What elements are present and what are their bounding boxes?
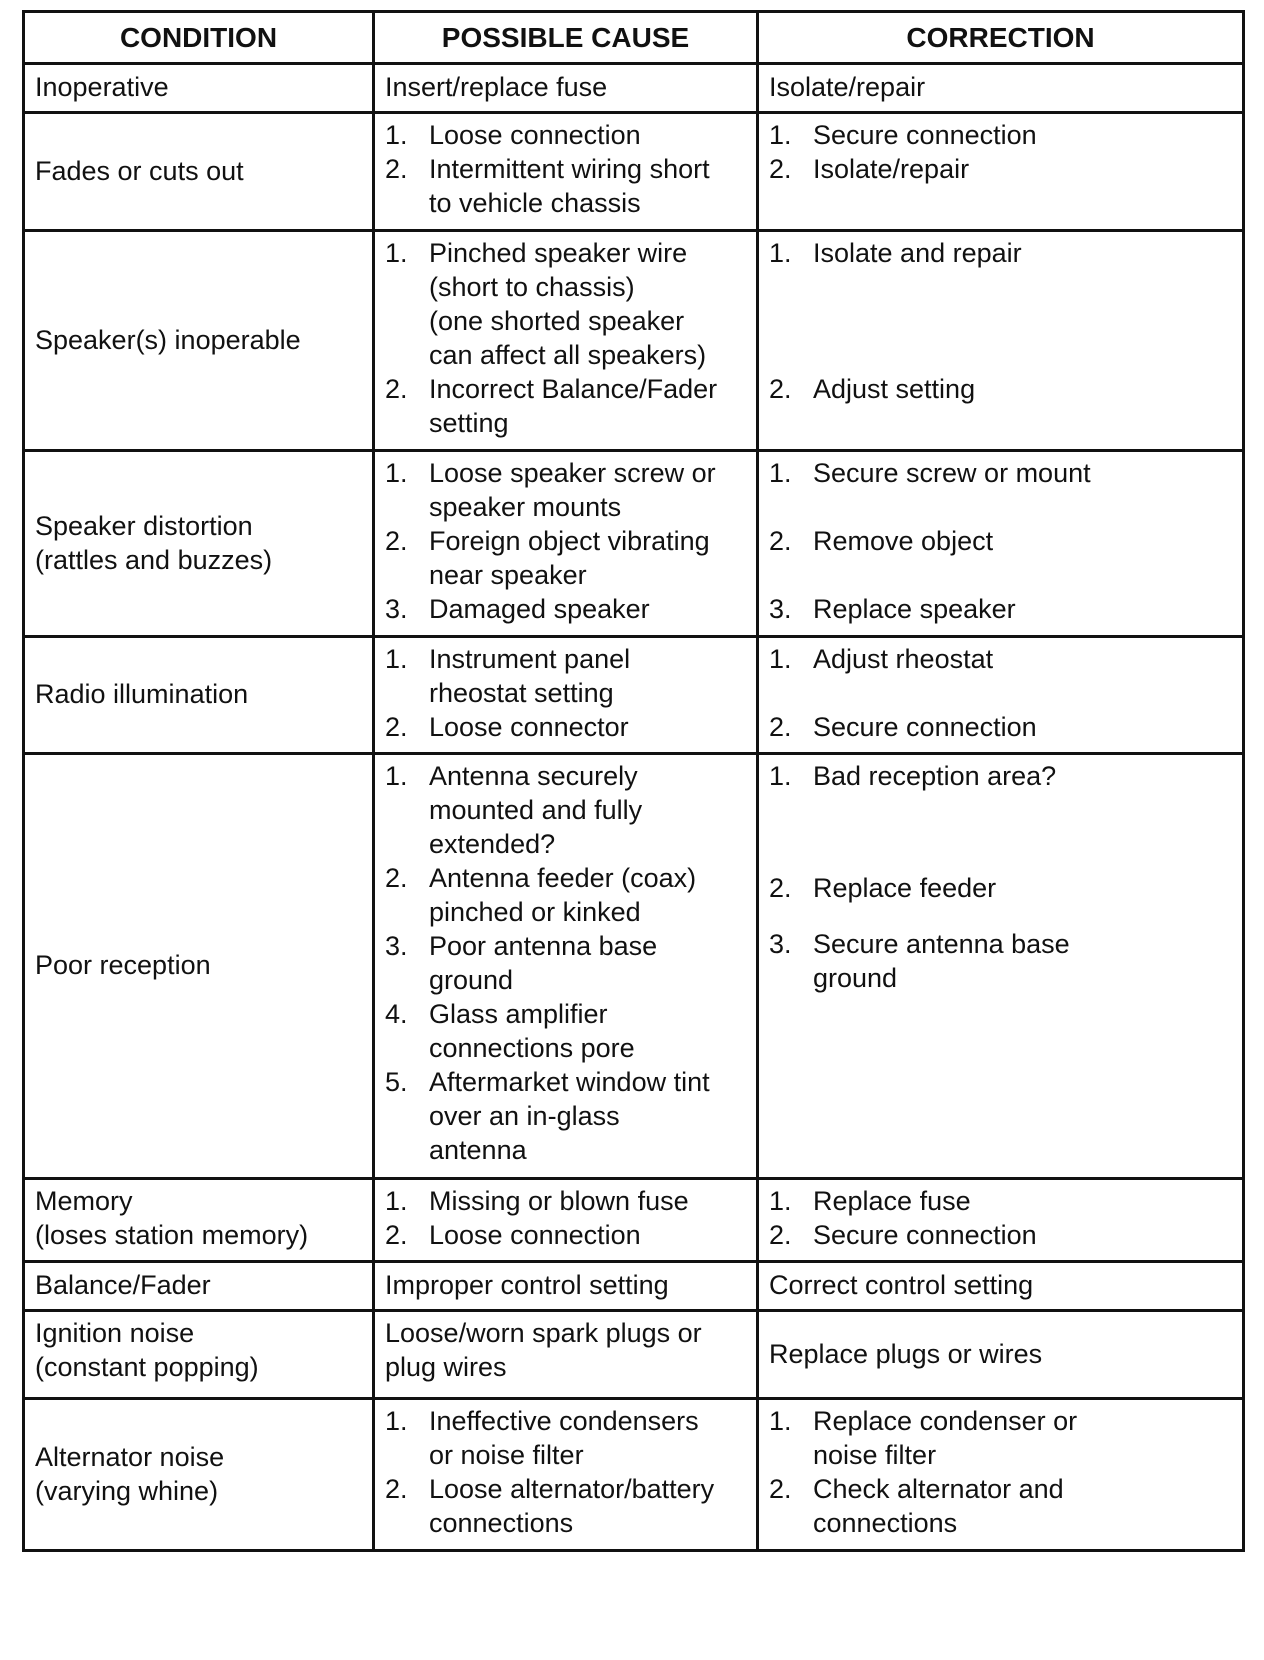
list-item: 3. Poor antenna base ground [385, 931, 658, 995]
list-item: 2. Loose connection [385, 1220, 641, 1250]
correction-cell [758, 1179, 1244, 1262]
list-item: 1. Secure screw or mount [769, 458, 1091, 488]
list-item: 1. Loose connection [385, 120, 641, 150]
table-row [24, 1179, 1244, 1262]
header-row [24, 12, 1244, 64]
cause-cell [374, 231, 758, 451]
condition-cell: Alternator noise (varying whine) [24, 1399, 374, 1551]
list-item: 1. Antenna securely mounted and fully extended? [385, 761, 643, 859]
list-item: 2. Foreign object vibrating near speaker [385, 526, 710, 590]
list-item: 1. Instrument panel rheostat setting [385, 644, 631, 708]
list-item: 3. Secure antenna base ground [769, 929, 1070, 993]
correction-cell [758, 451, 1244, 637]
list-item: 1. Adjust rheostat [769, 644, 994, 674]
correction-cell [758, 1399, 1244, 1551]
condition-cell: Speaker distortion (rattles and buzzes) [24, 451, 374, 637]
list-item: 4. Glass amplifier connections pore [385, 999, 635, 1063]
list-item: 1. Loose speaker screw or speaker mounts [385, 458, 716, 522]
list-item: 1. Isolate and repair [769, 238, 1022, 268]
list-item: 2. Incorrect Balance/Fader setting [385, 374, 718, 438]
list-item: 5. Aftermarket window tint over an in-glass antenna [385, 1067, 710, 1165]
list-item: 2. Loose connector [385, 712, 629, 742]
header-condition: CONDITION [24, 12, 374, 64]
list-item: 1. Replace condenser or noise filter [769, 1406, 1078, 1470]
condition-cell: Fades or cuts out [24, 113, 374, 231]
cause-cell [374, 1179, 758, 1262]
header-correction: CORRECTION [758, 12, 1244, 64]
header-possible-cause: POSSIBLE CAUSE [374, 12, 758, 64]
list-item: 2. Isolate/repair [769, 154, 970, 184]
list-item: 2. Check alternator and connections [769, 1474, 1064, 1538]
list-item: 3. Replace speaker [769, 594, 1016, 624]
table-row [24, 754, 1244, 1179]
list-item: 1. Replace fuse [769, 1186, 971, 1216]
table-row [24, 1311, 1244, 1399]
troubleshooting-table [22, 10, 1245, 1552]
list-item: 3. Damaged speaker [385, 594, 650, 624]
correction-cell [758, 637, 1244, 754]
list-item: 1. Ineffective condensers or noise filter [385, 1406, 699, 1470]
condition-cell: Inoperative [24, 64, 374, 113]
correction-cell: Replace plugs or wires [758, 1311, 1244, 1399]
condition-cell: Radio illumination [24, 637, 374, 754]
condition-cell: Ignition noise (constant popping) [24, 1311, 374, 1399]
list-item: 2. Remove object [769, 526, 994, 556]
list-item: 2. Secure connection [769, 1220, 1037, 1250]
table-row [24, 1262, 1244, 1311]
cause-cell: Loose/worn spark plugs or plug wires [374, 1311, 758, 1399]
table-row [24, 113, 1244, 231]
list-item: 2. Adjust setting [769, 374, 976, 404]
condition-cell: Speaker(s) inoperable [24, 231, 374, 451]
table-row [24, 451, 1244, 637]
list-item: 2. Replace feeder [769, 873, 997, 903]
cause-cell [374, 637, 758, 754]
list-item: 1. Missing or blown fuse [385, 1186, 689, 1216]
table-row [24, 231, 1244, 451]
list-item: 2. Intermittent wiring short to vehicle chassis [385, 154, 710, 218]
list-item: 1. Bad reception area? [769, 761, 1057, 791]
condition-cell: Balance/Fader [24, 1262, 374, 1311]
cause-cell: Improper control setting [374, 1262, 758, 1311]
list-item: 1. Pinched speaker wire (short to chassis) (one shorted speaker can affect all speakers) [385, 238, 707, 370]
correction-cell [758, 754, 1244, 1179]
cause-cell [374, 451, 758, 637]
list-item: 2. Secure connection [769, 712, 1037, 742]
cause-cell: Insert/replace fuse [374, 64, 758, 113]
list-item: 2. Antenna feeder (coax) pinched or kinked [385, 863, 697, 927]
correction-cell: Isolate/repair [758, 64, 1244, 113]
list-item: 1. Secure connection [769, 120, 1037, 150]
correction-cell [758, 231, 1244, 451]
table-row [24, 64, 1244, 113]
table-row [24, 1399, 1244, 1551]
cause-cell [374, 113, 758, 231]
correction-cell [758, 113, 1244, 231]
list-item: 2. Loose alternator/battery connections [385, 1474, 715, 1538]
table-row [24, 637, 1244, 754]
correction-cell: Correct control setting [758, 1262, 1244, 1311]
condition-cell: Poor reception [24, 754, 374, 1179]
cause-cell [374, 1399, 758, 1551]
condition-cell: Memory (loses station memory) [24, 1179, 374, 1262]
cause-cell [374, 754, 758, 1179]
